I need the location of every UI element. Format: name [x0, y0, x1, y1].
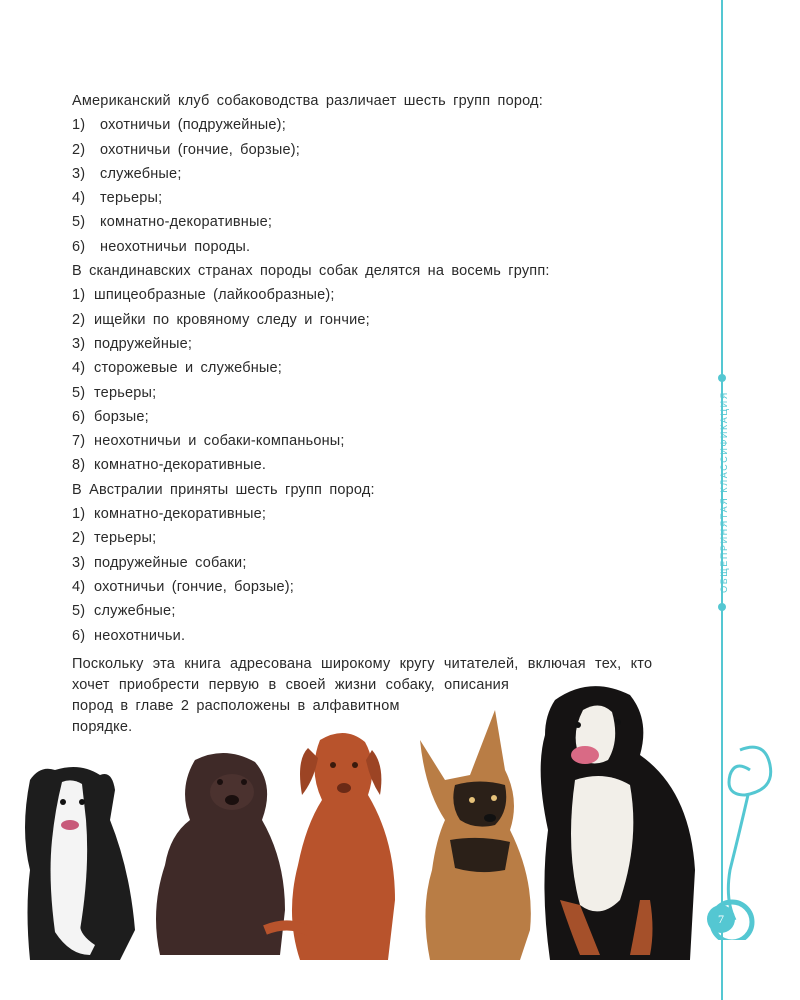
list-item: 5) терьеры; [72, 384, 157, 401]
vizsla-image [265, 733, 395, 960]
list-item: 7) неохотничьи и собаки-компаньоны; [72, 433, 345, 450]
list-item: 6) борзые; [72, 408, 149, 425]
australia-intro: В Австралии приняты шесть групп пород: [72, 481, 375, 498]
german-shepherd-image [420, 710, 531, 960]
list-item: 1) комнатно-декоративные; [72, 506, 267, 523]
list-item: 8) комнатно-декоративные. [72, 457, 267, 474]
leash-icon [690, 740, 800, 940]
list-item: 4) терьеры; [72, 190, 163, 207]
section-title: ОБЩЕПРИНЯТАЯ КЛАССИФИКАЦИЯ [719, 391, 729, 593]
list-item: 1) шпицеобразные (лайкообразные); [72, 287, 335, 304]
closing-paragraph: Поскольку эта книга адресована широкому кругу читателей, включая тех, кто хочет приобрести первую в своей жизни собаку, описания пород в главе 2 расположены в алфавитном порядке. [72, 655, 653, 735]
list-item: 4) охотничьи (гончие, борзые); [72, 578, 295, 595]
sidebar-dot-top [718, 374, 726, 382]
list-item: 2) ищейки по кровяному следу и гончие; [72, 311, 370, 328]
list-item: 2) терьеры; [72, 530, 157, 547]
list-item: 3) подружейные; [72, 335, 193, 352]
bernese-image [541, 686, 695, 960]
list-item: 3) служебные; [72, 165, 182, 182]
dogs-photo [0, 670, 720, 970]
list-item: 6) неохотничьи породы. [72, 238, 251, 255]
list-item: 2) охотничьи (гончие, борзые); [72, 141, 301, 158]
page-number: 7 [707, 905, 735, 933]
list-item: 5) комнатно-декоративные; [72, 214, 273, 231]
border-collie-image [25, 767, 135, 960]
list-item: 6) неохотничьи. [72, 627, 186, 644]
american-intro: Американский клуб собаководства различает шесть групп пород: [72, 93, 543, 109]
list-item: 3) подружейные собаки; [72, 554, 247, 571]
sidebar-dot-bottom [718, 603, 726, 611]
list-item: 1) охотничьи (подружейные); [72, 117, 286, 134]
body-text [72, 89, 692, 738]
scandinavian-intro: В скандинавских странах породы собак делятся на восемь групп: [72, 263, 550, 280]
list-item: 4) сторожевые и служебные; [72, 360, 283, 377]
list-item: 5) служебные; [72, 603, 176, 620]
